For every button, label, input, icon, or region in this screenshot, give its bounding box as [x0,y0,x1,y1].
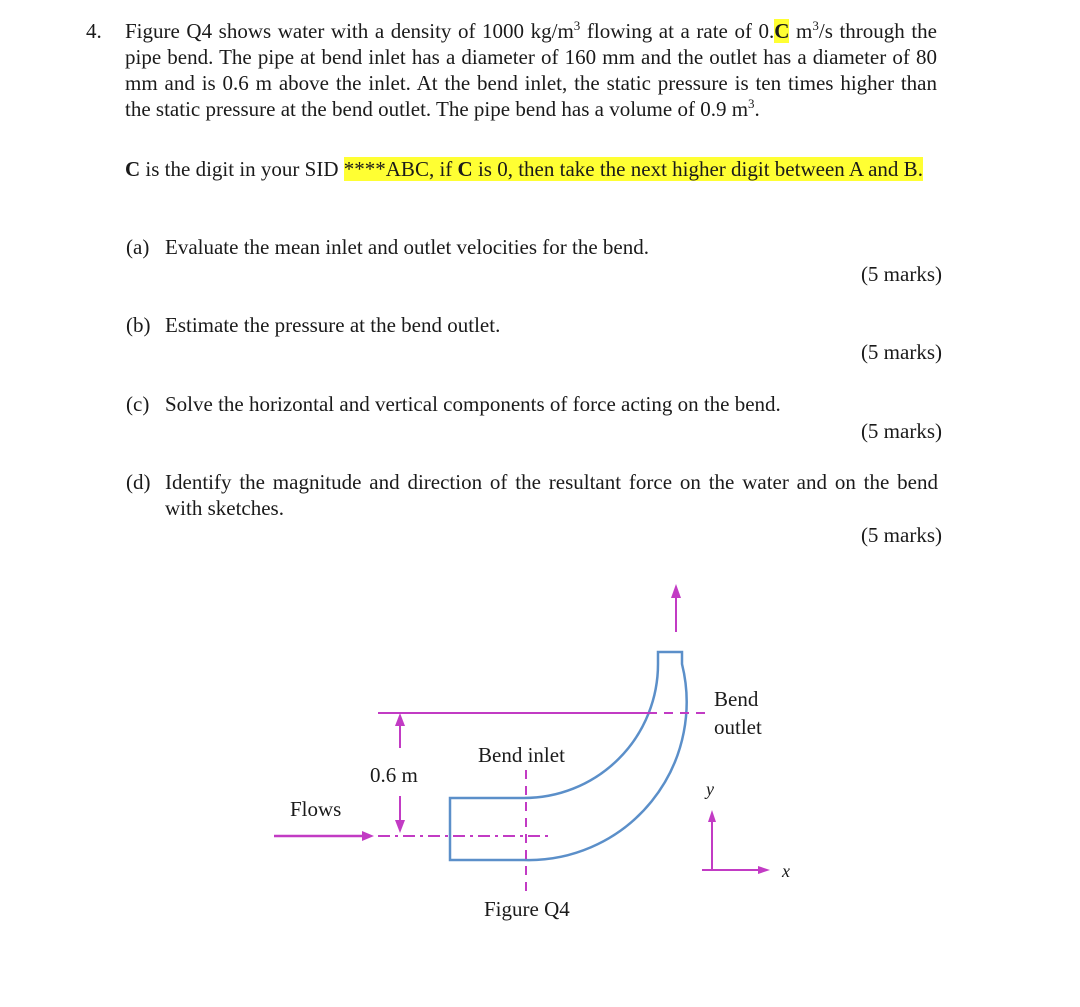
flow-arrow-head [362,831,374,841]
question-intro: Figure Q4 shows water with a density of 1000 $kg/m^3$ flowing at a rate of 0.C $m^3/s$ through the pipe bend. The pipe at bend inlet has a diameter of 160 mm and the outlet has a diameter of 80 mm and is 0.6 m above the inlet. At the bend inlet, the static pressure is ten times higher than the static pressure at the bend outlet. The pipe bend has a volume of 0.9 $m^3$. [125,18,937,121]
outlet-flow-arrow-head [671,584,681,598]
part-a-text: Evaluate the mean inlet and outlet velocities for the bend. [165,235,649,259]
height-dimension-top-head [395,713,405,726]
height-label: 0.6 m [370,763,418,787]
part-b-marks: (5 marks) [860,340,942,364]
part-b-text: Estimate the pressure at the bend outlet. [165,313,501,337]
part-d-text: Identify the magnitude and direction of the resultant force on the water and on the bend with sketches. [165,470,938,520]
bend-outlet-label-line2: outlet [714,715,762,739]
part-a-marks: (5 marks) [860,262,942,286]
y-axis-head [708,810,716,822]
part-d [126,469,938,521]
part-b-label: (b) [126,313,151,337]
part-a [126,234,649,260]
figure-q4 [262,570,822,930]
sid-note-highlight: ****ABC, if C is 0, then take the next higher digit between A and B. [343,157,923,181]
part-d-label: (d) [126,470,151,494]
bend-outlet-label-line1: Bend [714,687,759,711]
part-c-marks: (5 marks) [860,419,942,443]
flows-label: Flows [290,797,342,821]
x-axis-label: x [782,861,790,881]
question-number: 4. [86,19,102,43]
sid-note: C is the digit in your SID ****ABC, if C is 0, then take the next higher digit between A and B. [125,157,923,181]
part-c-label: (c) [126,392,150,416]
bend-inlet-label: Bend inlet [478,743,565,767]
x-axis-head [758,866,770,874]
figure-caption: Figure Q4 [484,897,570,921]
height-dimension-bottom-head [395,820,405,833]
part-c [126,391,781,417]
part-c-text: Solve the horizontal and vertical components of force acting on the bend. [165,392,781,416]
part-b [126,312,500,338]
y-axis-label: y [706,779,714,799]
part-a-label: (a) [126,235,150,259]
highlighted-digit-c: C [774,19,790,43]
part-d-marks: (5 marks) [860,523,942,547]
